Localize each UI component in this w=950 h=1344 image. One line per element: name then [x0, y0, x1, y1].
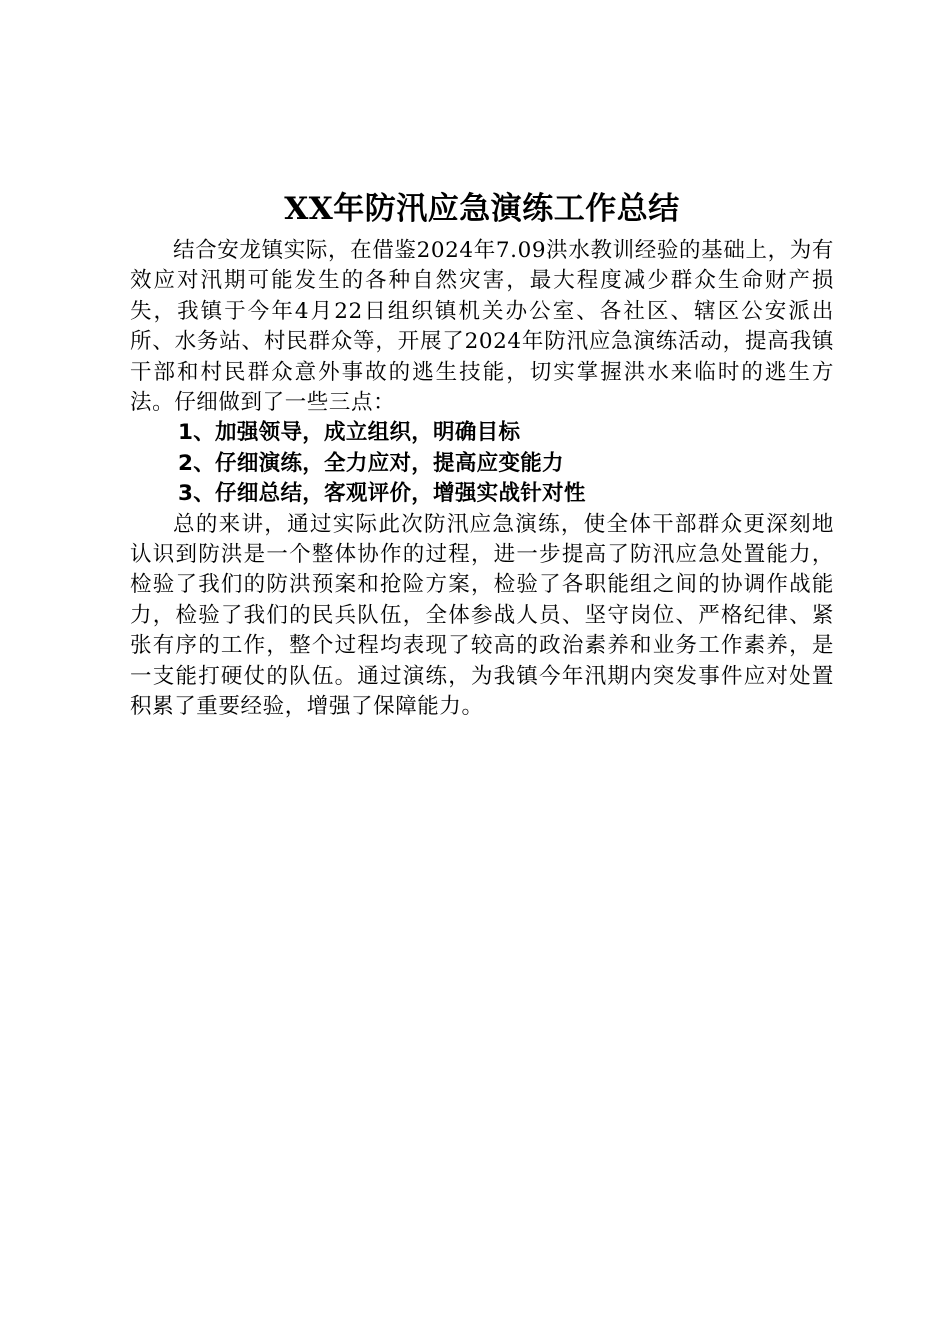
key-point-3: 3、仔细总结，客观评价，增强实战针对性: [178, 481, 586, 507]
intro-paragraph: 结合安龙镇实际，在借鉴2024年7.09洪水教训经验的基础上，为有效应对汛期可能发生的各种自然灾害，最大程度减少群众生命财产损失，我镇于今年4月22日组织镇机关办公室、各社区、辖区公安派出所、水务站、村民群众等，开展了2024年防汛应急演练活动，提高我镇干部和村民群众意外事故的逃生技能，切实掌握洪水来临时的逃生方法。仔细做到了一些三点：: [130, 238, 834, 416]
conclusion-paragraph: 总的来讲，通过实际此次防汛应急演练，使全体干部群众更深刻地认识到防洪是一个整体协作的过程，进一步提高了防汛应急处置能力，检验了我们的防洪预案和抢险方案，检验了各职能组之间的协调作战能力，检验了我们的民兵队伍，全体参战人员、坚守岗位、严格纪律、紧张有序的工作，整个过程均表现了较高的政治素养和业务工作素养，是一支能打硬仗的队伍。通过演练，为我镇今年汛期内突发事件应对处置积累了重要经验，增强了保障能力。: [130, 511, 834, 720]
key-point-1: 1、加强领导，成立组织，明确目标: [178, 420, 521, 446]
key-point-2: 2、仔细演练，全力应对，提高应变能力: [178, 450, 564, 476]
document-title: XX年防汛应急演练工作总结: [284, 191, 680, 227]
key-points-list: [130, 418, 834, 509]
document-body: [130, 186, 834, 723]
